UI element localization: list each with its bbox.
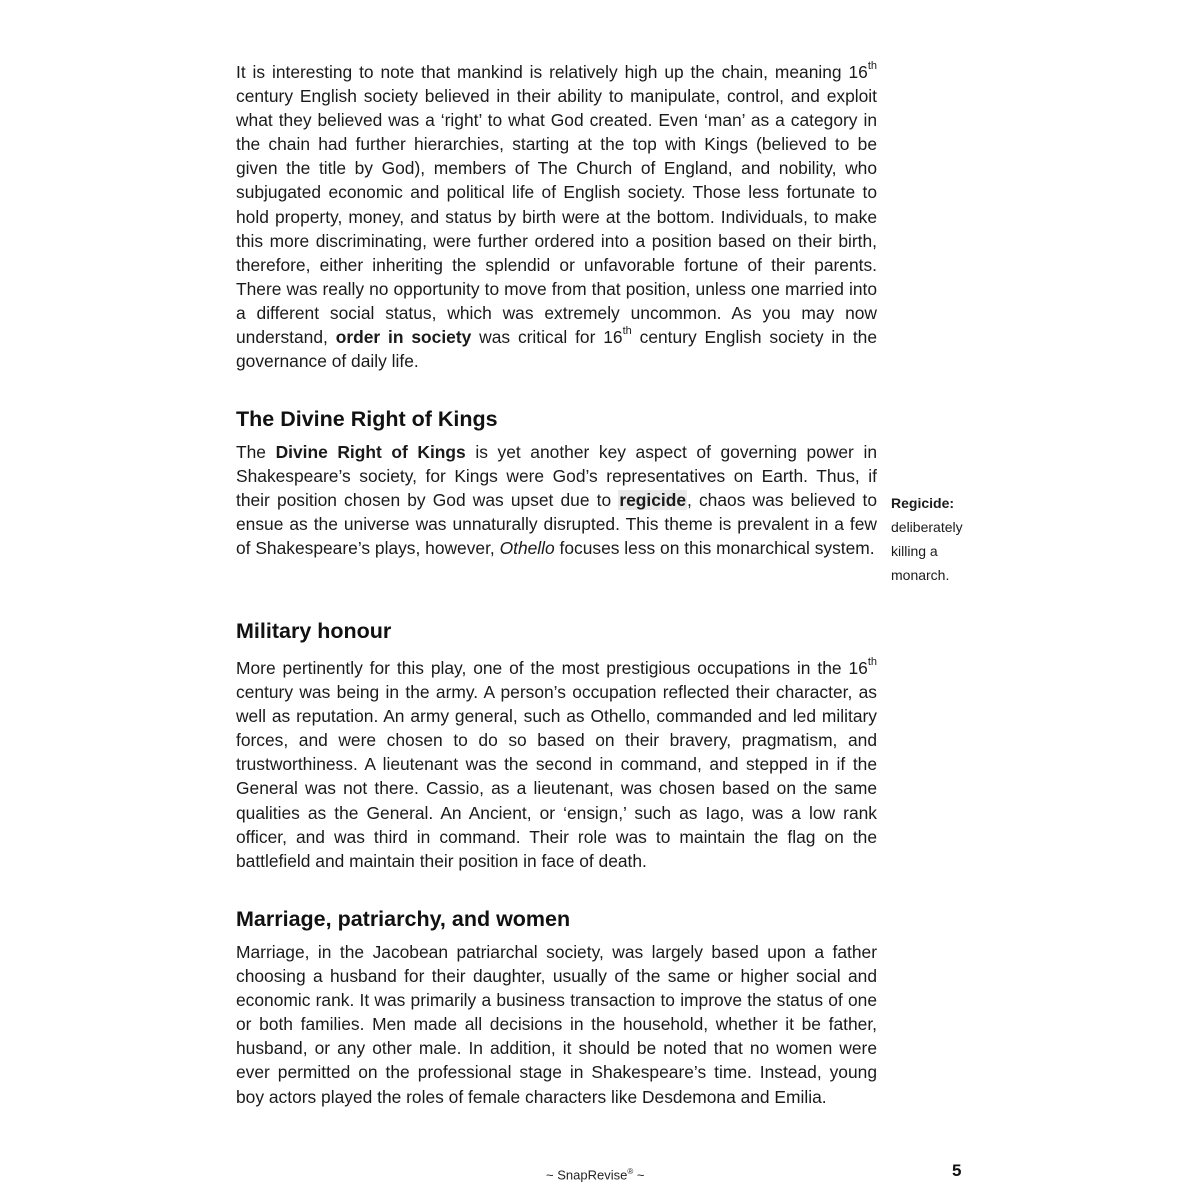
registered-mark: ® (627, 1167, 634, 1176)
bold-order-in-society: order in society (335, 327, 472, 348)
sidenote-term: Regicide: (891, 495, 955, 511)
italic-othello: Othello (499, 538, 555, 559)
paragraph-marriage: Marriage, in the Jacobean patriarchal society, was largely based upon a father choosing a husband for their daughter, usually of the same or higher social and economic rank. It was primarily a business transaction to improve the status of one or both families. Men made all decisions in the household, whether it be father, husband, or any other male. In addition, it should be noted that no women were ever permitted on the professional stage in Shakespeare’s time. Instead, young boy actors played the roles of female characters like Desdemona and Emilia. (236, 942, 877, 1107)
brand-name: SnapRevise (557, 1167, 628, 1183)
sidenote-definition: deliberately killing a monarch. (891, 519, 963, 584)
heading-divine-right: The Divine Right of Kings (236, 407, 498, 431)
heading-marriage: Marriage, patriarchy, and women (236, 907, 571, 931)
page-number: 5 (952, 1161, 962, 1180)
footer-brand (546, 1163, 644, 1184)
tilde-right: ~ (636, 1167, 645, 1183)
tilde-left: ~ (546, 1167, 554, 1183)
glossary-sidenote (891, 491, 981, 587)
paragraph-divine-right: The Divine Right of Kings is yet another key aspect of governing power in Shakespeare’s society, for Kings were God’s representatives on Earth. Thus, if their position chosen by God was upset due to regicide, chaos was believed to ensue as the universe was unnaturally disrupted. This theme is prevalent in a few of Shakespeare’s plays, however, Othello focuses less on this monarchical system. (236, 442, 878, 559)
paragraph-great-chain: It is interesting to note that mankind is relatively high up the chain, meaning 16th century English society believed in their ability to manipulate, control, and exploit what they believed was a ‘right’ to what God created. Even ‘man’ as a category in the chain had further hierarchies, starting at the top with Kings (believed to be given the title by God), members of The Church of England, and nobility, who subjugated economic and political life of English society. Those less fortunate to hold property, money, and status by birth were at the bottom. Individuals, to make this more discriminating, were further ordered into a position based on their birth, therefore, either inheriting the splendid or unfavorable fortune of their parents. There was really no opportunity to move from that position, unless one married into a different social status, which was extremely uncommon. As you may now understand, order in society was critical for 16th century English society in the governance of daily life. (236, 60, 877, 372)
heading-military-honour: Military honour (236, 619, 392, 643)
highlight-regicide: regicide (619, 490, 687, 511)
paragraph-military-honour: More pertinently for this play, one of the most prestigious occupations in the 16th century was being in the army. A person’s occupation reflected their character, as well as reputation. An army general, such as Othello, commanded and led military forces, and were chosen to do so based on their bravery, pragmatism, and trustworthiness. A lieutenant was the second in command, and stepped in if the General was not there. Cassio, as a lieutenant, was chosen based on the same qualities as the General. An Ancient, or ‘ensign,’ such as Iago, was a low rank officer, and was third in command. Their role was to maintain the flag on the battlefield and maintain their position in face of death. (236, 656, 877, 871)
